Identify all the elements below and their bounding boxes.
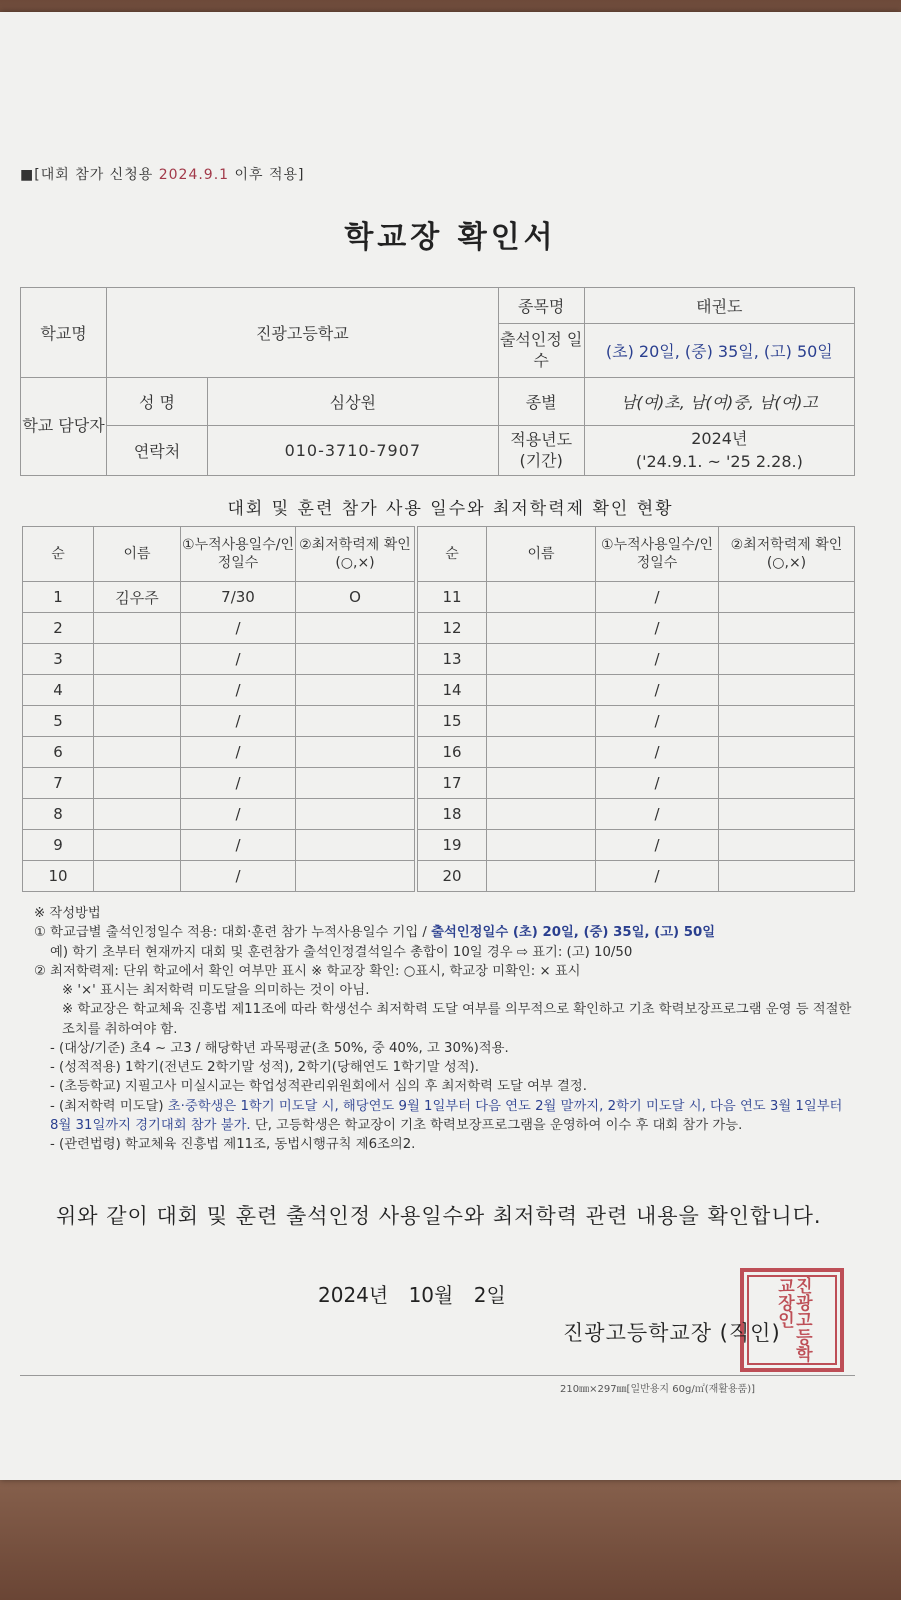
year-period: ('24.9.1. ~ '25 2.28.) <box>635 451 803 471</box>
confirm-text: 위와 같이 대회 및 훈련 출석인정 사용일수와 최저학력 관련 내용을 확인합니다. <box>56 1204 822 1228</box>
row-no: 15 <box>418 706 487 737</box>
row-name <box>487 706 596 737</box>
row-name <box>94 706 181 737</box>
note-6: - (성적적용) 1학기(전년도 2학기말 성적), 2학기(당해연도 1학기말 성적). <box>50 1060 479 1076</box>
attend-value: (초) 20일, (중) 35일, (고) 50일 <box>584 324 854 378</box>
manager-label: 학교 담당자 <box>21 378 107 476</box>
row-no: 8 <box>23 799 94 830</box>
year-label: 적용년도 (기간) <box>498 426 584 476</box>
contact-label: 연락처 <box>107 426 208 476</box>
row-name <box>487 799 596 830</box>
table-row <box>23 644 855 675</box>
row-check <box>296 830 415 861</box>
header-name-left: 이름 <box>94 527 181 582</box>
year-value: 2024년 <box>691 429 748 449</box>
table-row <box>23 706 855 737</box>
row-no: 18 <box>418 799 487 830</box>
row-check <box>719 706 855 737</box>
row-days: 7/30 <box>181 582 296 613</box>
row-no: 20 <box>418 861 487 892</box>
year-cell <box>584 426 854 476</box>
row-check <box>719 830 855 861</box>
sport-name: 태권도 <box>584 288 854 324</box>
row-no: 6 <box>23 737 94 768</box>
row-days: / <box>181 830 296 861</box>
row-name <box>487 861 596 892</box>
principal-signature: 진광고등학교장 (직인) <box>563 1321 781 1345</box>
header-check-left: ②최저학력제 확인(○,×) <box>296 527 415 582</box>
info-table <box>20 287 855 476</box>
row-check <box>719 582 855 613</box>
note-3: ※ '×' 표시는 최저학력 미도달을 의미하는 것이 아님. <box>62 983 370 999</box>
row-name <box>94 861 181 892</box>
row-name <box>487 675 596 706</box>
note-2: ② 최저학력제: 단위 학교에서 확인 여부만 표시 ※ 학교장 확인: ○표시, 학교장 미확인: × 표시 <box>34 963 581 979</box>
header-days-right: ①누적사용일수/인정일수 <box>596 527 719 582</box>
table-row <box>23 582 855 613</box>
row-name <box>94 644 181 675</box>
row-name <box>94 799 181 830</box>
row-name <box>94 613 181 644</box>
name-value: 심상원 <box>208 378 499 426</box>
row-days: / <box>596 613 719 644</box>
row-name <box>487 613 596 644</box>
row-no: 16 <box>418 737 487 768</box>
note-4: ※ 학교장은 학교체육 진흥법 제11조에 따라 학생선수 최저학력 도달 여부를 의무적으로 확인하고 기초 학력보장프로그램 운영 등 적절한 조치를 취하여야 함. <box>62 1002 852 1037</box>
row-no: 17 <box>418 768 487 799</box>
row-check <box>719 675 855 706</box>
row-name <box>487 644 596 675</box>
status-table <box>22 526 855 892</box>
row-no: 11 <box>418 582 487 613</box>
row-check <box>296 644 415 675</box>
official-seal: 진광고등학교장인 <box>740 1268 844 1372</box>
row-days: / <box>596 861 719 892</box>
row-check <box>296 706 415 737</box>
row-name <box>487 768 596 799</box>
row-check <box>719 768 855 799</box>
row-days: / <box>181 737 296 768</box>
note-1-example: 예) 학기 초부터 현재까지 대회 및 훈련참가 출석인정결석일수 총합이 10일 경우 ⇨ 표기: (고) 10/50 <box>50 944 633 960</box>
table-row <box>23 768 855 799</box>
row-days: / <box>596 706 719 737</box>
row-days: / <box>596 830 719 861</box>
row-check <box>296 799 415 830</box>
instructions <box>34 904 854 1154</box>
header-name-right: 이름 <box>487 527 596 582</box>
row-no: 1 <box>23 582 94 613</box>
note-1: ① 학교급별 출석인정일수 적용: 대회·훈련 참가 누적사용일수 기입 / 출석인정일수 (초) 20일, (중) 35일, (고) 50일 <box>34 925 716 941</box>
status-body <box>23 582 855 892</box>
notes-heading: ※ 작성방법 <box>34 906 101 921</box>
row-days: / <box>181 768 296 799</box>
row-name <box>487 737 596 768</box>
row-no: 19 <box>418 830 487 861</box>
date-year: 2024년 <box>318 1283 389 1307</box>
row-no: 14 <box>418 675 487 706</box>
date-day: 2일 <box>473 1283 506 1307</box>
table-row <box>23 613 855 644</box>
paper-spec: 210㎜×297㎜[일반용지 60g/㎡(재활용품)] <box>560 1384 756 1395</box>
table-row <box>23 737 855 768</box>
status-subtitle: 대회 및 훈련 참가 사용 일수와 최저학력제 확인 현황 <box>227 499 674 519</box>
issue-date <box>318 1279 506 1308</box>
row-days: / <box>181 613 296 644</box>
row-no: 7 <box>23 768 94 799</box>
row-days: / <box>596 737 719 768</box>
gender-value: 남(여)초, 남(여)중, 남(여)고 <box>584 378 854 426</box>
row-check <box>719 644 855 675</box>
row-days: / <box>596 768 719 799</box>
header-no-right: 순 <box>418 527 487 582</box>
row-check <box>296 613 415 644</box>
row-check <box>719 613 855 644</box>
row-check: O <box>296 582 415 613</box>
row-name <box>94 737 181 768</box>
table-row <box>23 830 855 861</box>
row-no: 2 <box>23 613 94 644</box>
document-paper <box>0 12 901 1480</box>
date-month: 10월 <box>408 1283 454 1307</box>
header-no-left: 순 <box>23 527 94 582</box>
attend-label: 출석인정 일수 <box>498 324 584 378</box>
row-no: 9 <box>23 830 94 861</box>
note-9: - (관련법령) 학교체육 진흥법 제11조, 동법시행규칙 제6조의2. <box>50 1137 416 1153</box>
background-bottom <box>0 1478 901 1600</box>
row-days: / <box>596 675 719 706</box>
table-row <box>23 675 855 706</box>
row-check <box>296 737 415 768</box>
row-name: 김우주 <box>94 582 181 613</box>
gender-label: 종별 <box>498 378 584 426</box>
row-no: 13 <box>418 644 487 675</box>
row-days: / <box>181 675 296 706</box>
row-no: 12 <box>418 613 487 644</box>
row-days: / <box>596 799 719 830</box>
row-name <box>94 768 181 799</box>
row-no: 10 <box>23 861 94 892</box>
row-no: 4 <box>23 675 94 706</box>
form-header: ■[대회 참가 신청용 2024.9.1 이후 적용] <box>20 167 305 183</box>
row-name <box>94 675 181 706</box>
row-no: 3 <box>23 644 94 675</box>
row-check <box>719 799 855 830</box>
note-7: - (초등학교) 지필고사 미실시교는 학업성적관리위원회에서 심의 후 최저학력 도달 여부 결정. <box>50 1079 587 1095</box>
row-check <box>296 861 415 892</box>
school-name: 진광고등학교 <box>107 288 499 378</box>
row-check <box>719 737 855 768</box>
row-days: / <box>596 582 719 613</box>
table-row <box>23 861 855 892</box>
row-days: / <box>181 706 296 737</box>
contact-value: 010-3710-7907 <box>208 426 499 476</box>
document-title: 학교장 확인서 <box>344 220 557 255</box>
row-days: / <box>181 644 296 675</box>
sport-label: 종목명 <box>498 288 584 324</box>
note-5: - (대상/기준) 초4 ~ 고3 / 해당학년 과목평균(초 50%, 중 40%, 고 30%)적용. <box>50 1040 509 1056</box>
row-no: 5 <box>23 706 94 737</box>
row-check <box>296 768 415 799</box>
row-name <box>487 830 596 861</box>
row-check <box>719 861 855 892</box>
row-name <box>94 830 181 861</box>
name-label: 성 명 <box>107 378 208 426</box>
school-label: 학교명 <box>21 288 107 378</box>
row-name <box>487 582 596 613</box>
row-days: / <box>181 861 296 892</box>
row-days: / <box>181 799 296 830</box>
footer-divider <box>20 1375 855 1376</box>
row-check <box>296 675 415 706</box>
row-days: / <box>596 644 719 675</box>
table-row <box>23 799 855 830</box>
header-days-left: ①누적사용일수/인정일수 <box>181 527 296 582</box>
header-date: 2024.9.1 <box>158 167 230 183</box>
header-check-right: ②최저학력제 확인(○,×) <box>719 527 855 582</box>
note-8: - (최저학력 미도달) 초·중학생은 1학기 미도달 시, 해당연도 9월 1일부터 다음 연도 2월 말까지, 2학기 미도달 시, 다음 연도 3월 1일부터 8월 31일까지 경기대회 참가 불가. 단, 고등학생은 학교장이 기초 학력보장프로그램을 운영하여 이수 후 대회 참가 가능. <box>50 1098 843 1133</box>
